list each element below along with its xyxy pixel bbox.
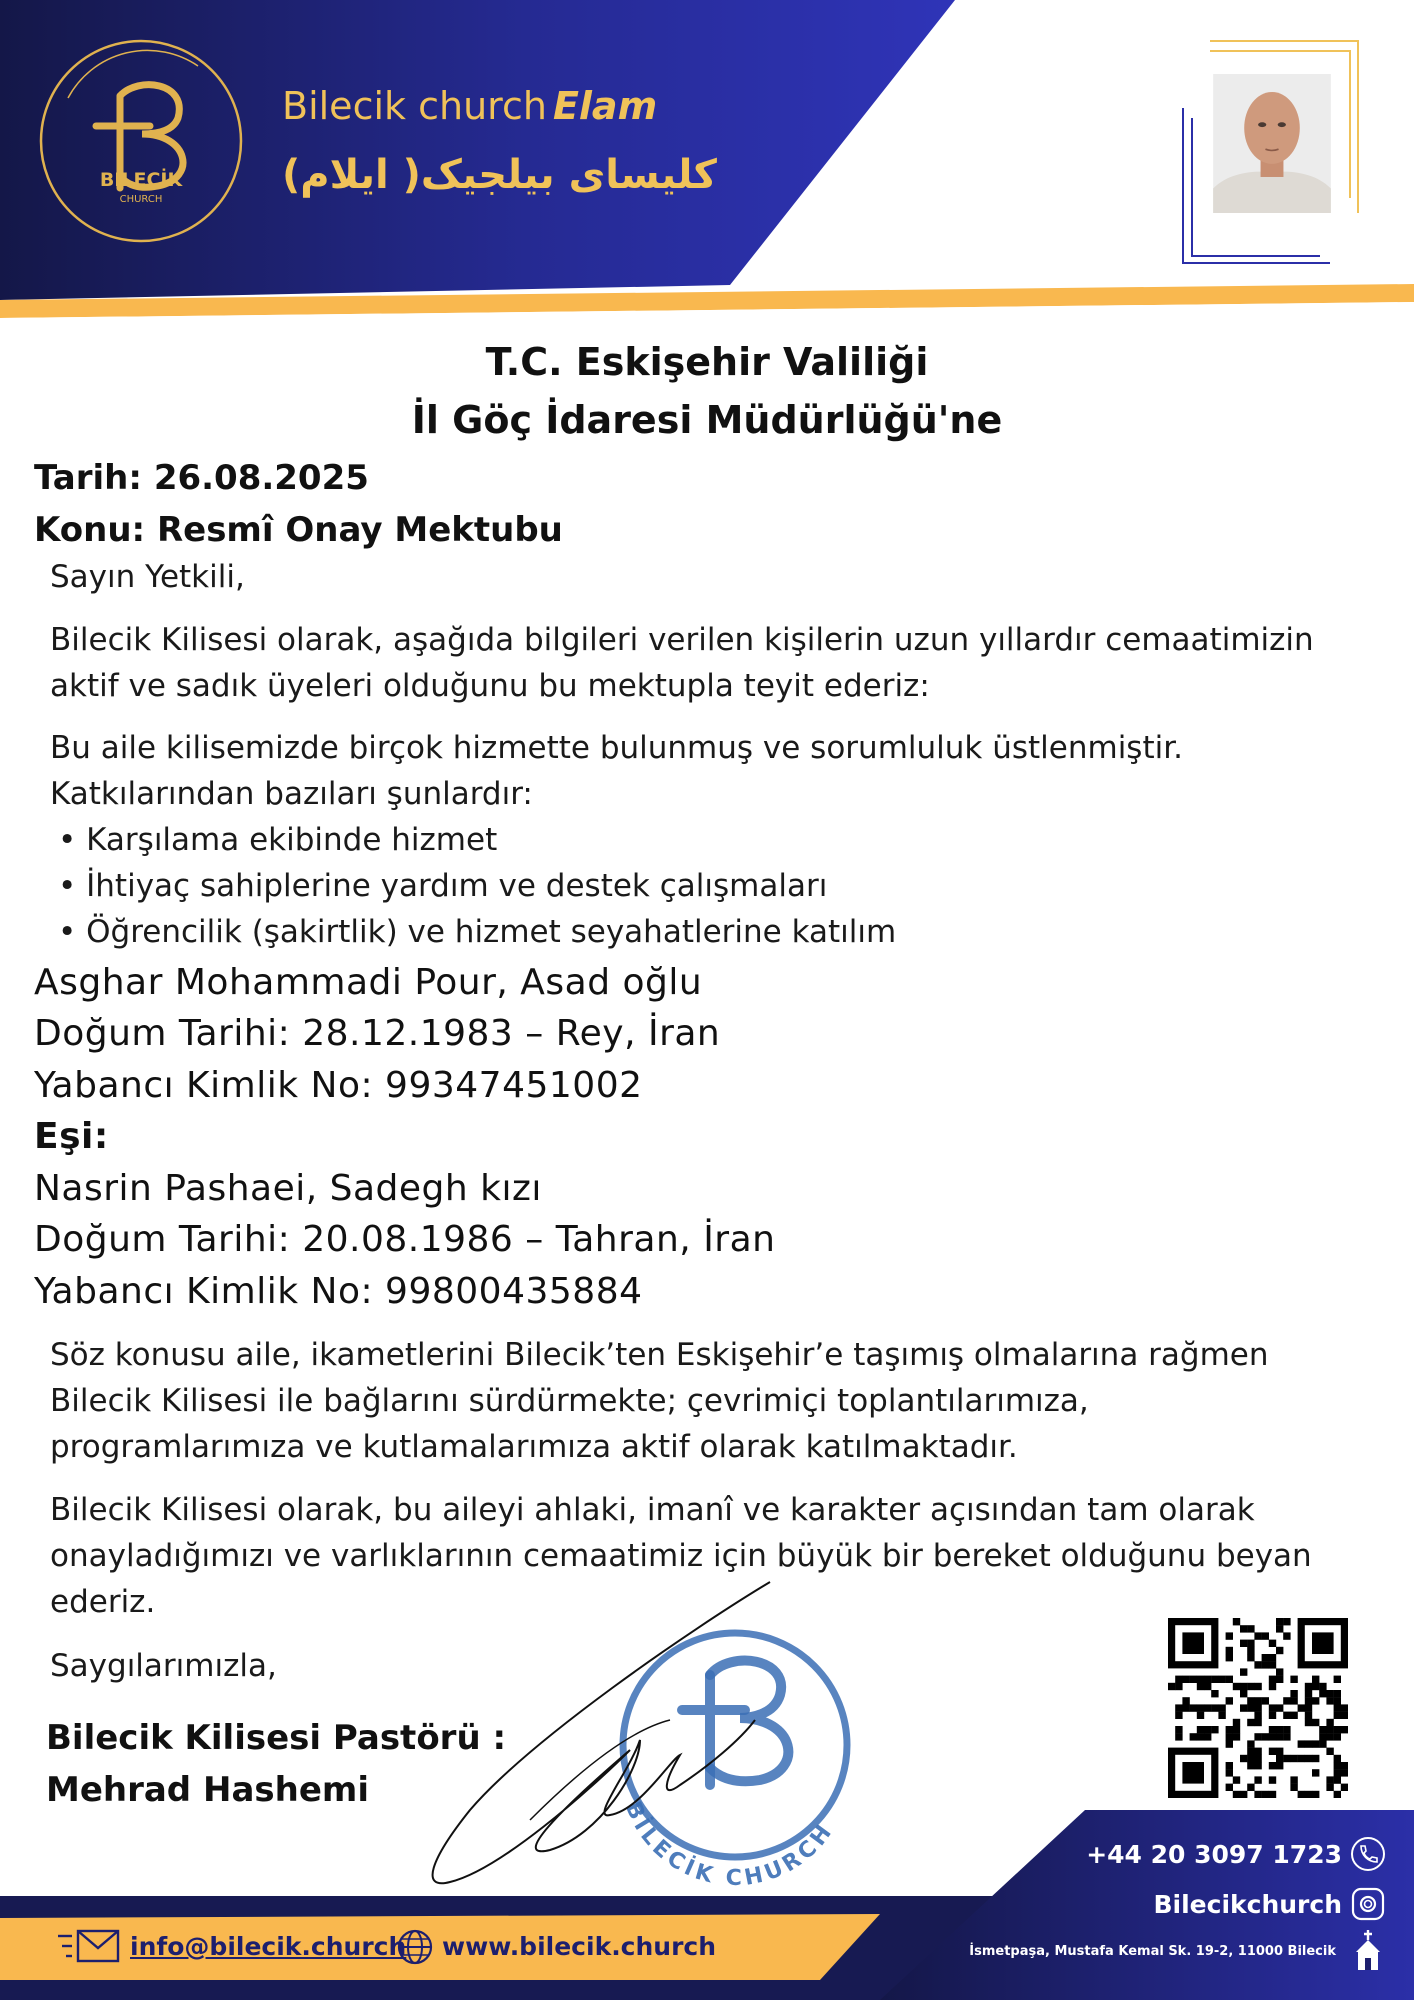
paragraph-4-line-2: onayladığımızı ve varlıklarının cemaatimiz için büyük bir bereket olduğunu beyan bbox=[50, 1538, 1312, 1574]
paragraph-1-line-1: Bilecik Kilisesi olarak, aşağıda bilgileri verilen kişilerin uzun yıllardır cemaatimizin bbox=[50, 622, 1314, 658]
qr-code[interactable] bbox=[1168, 1618, 1348, 1798]
paragraph-1-line-2: aktif ve sadık üyeleri olduğunu bu mektupla teyit ederiz: bbox=[50, 668, 930, 704]
list-item: • İhtiyaç sahiplerine yardım ve destek çalışmaları bbox=[58, 863, 896, 909]
salutation: Sayın Yetkili, bbox=[50, 559, 245, 595]
contributions-list bbox=[58, 817, 896, 955]
spouse-label: Eşi: bbox=[34, 1116, 109, 1157]
person-2-name: Nasrin Pashaei, Sadegh kızı bbox=[34, 1168, 542, 1209]
letter-date: Tarih: 26.08.2025 bbox=[34, 458, 369, 498]
paragraph-1 bbox=[50, 617, 1350, 709]
church-logo bbox=[38, 38, 244, 244]
stamp-text: BİLECİK CHURCH bbox=[619, 1798, 840, 1892]
recipient-line-1: T.C. Eskişehir Valiliği bbox=[485, 340, 929, 384]
signer-title: Bilecik Kilisesi Pastörü : bbox=[46, 1718, 507, 1758]
paragraph-3 bbox=[50, 1332, 1350, 1470]
phone-icon bbox=[1350, 1836, 1386, 1872]
list-item: • Karşılama ekibinde hizmet bbox=[58, 817, 896, 863]
envelope-icon bbox=[58, 1926, 122, 1966]
person-1-birth: Doğum Tarihi: 28.12.1983 – Rey, İran bbox=[34, 1013, 721, 1054]
closing: Saygılarımızla, bbox=[50, 1648, 277, 1684]
footer-address: İsmetpaşa, Mustafa Kemal Sk. 19-2, 11000 Bilecik bbox=[969, 1944, 1336, 1959]
letter-subject: Konu: Resmî Onay Mektubu bbox=[34, 510, 563, 550]
person-1-id: Yabancı Kimlik No: 99347451002 bbox=[34, 1065, 643, 1106]
brand-suffix: Elam bbox=[552, 84, 658, 128]
list-item: • Öğrencilik (şakirtlik) ve hizmet seyahatlerine katılım bbox=[58, 909, 896, 955]
instagram-icon bbox=[1350, 1886, 1386, 1922]
member-photo bbox=[1200, 74, 1344, 244]
paragraph-4-line-1: Bilecik Kilisesi olarak, bu aileyi ahlaki, imanî ve karakter açısından tam olarak bbox=[50, 1492, 1255, 1528]
paragraph-2-line-1: Bu aile kilisemizde birçok hizmette bulunmuş ve sorumluluk üstlenmiştir. bbox=[50, 730, 1183, 766]
logo-text-top: BİLECİK bbox=[99, 169, 183, 191]
footer-email[interactable]: info@bilecik.church bbox=[130, 1932, 407, 1961]
globe-icon bbox=[396, 1928, 434, 1966]
signer-name: Mehrad Hashemi bbox=[46, 1770, 369, 1810]
portrait-frame bbox=[1180, 38, 1360, 268]
brand-title bbox=[282, 84, 657, 128]
paragraph-2-line-2: Katkılarından bazıları şunlardır: bbox=[50, 776, 533, 812]
brand-name: Bilecik church bbox=[282, 84, 547, 128]
footer-website[interactable]: www.bilecik.church bbox=[442, 1932, 717, 1961]
paragraph-2 bbox=[50, 725, 1350, 817]
person-1-name: Asghar Mohammadi Pour, Asad oğlu bbox=[34, 962, 703, 1003]
paragraph-4-line-3: ederiz. bbox=[50, 1584, 156, 1620]
paragraph-3-line-3: programlarımıza ve kutlamalarımıza aktif olarak katılmaktadır. bbox=[50, 1429, 1018, 1465]
paragraph-3-line-1: Söz konusu aile, ikametlerini Bilecik’ten Eskişehir’e taşımış olmalarına rağmen bbox=[50, 1337, 1269, 1373]
person-2-birth: Doğum Tarihi: 20.08.1986 – Tahran, İran bbox=[34, 1219, 776, 1260]
paragraph-3-line-2: Bilecik Kilisesi ile bağlarını sürdürmekte; çevrimiçi toplantılarımıza, bbox=[50, 1383, 1089, 1419]
church-icon bbox=[1350, 1928, 1386, 1972]
footer-instagram[interactable]: Bilecikchurch bbox=[1153, 1890, 1342, 1919]
recipient-line-2: İl Göç İdaresi Müdürlüğü'ne bbox=[411, 398, 1003, 442]
person-2-id: Yabancı Kimlik No: 99800435884 bbox=[34, 1271, 643, 1312]
brand-persian: کلیسای بیلجیک( ایلام) bbox=[282, 152, 717, 198]
footer-phone[interactable]: +44 20 3097 1723 bbox=[1086, 1840, 1342, 1869]
logo-text-bottom: CHURCH bbox=[119, 194, 163, 205]
